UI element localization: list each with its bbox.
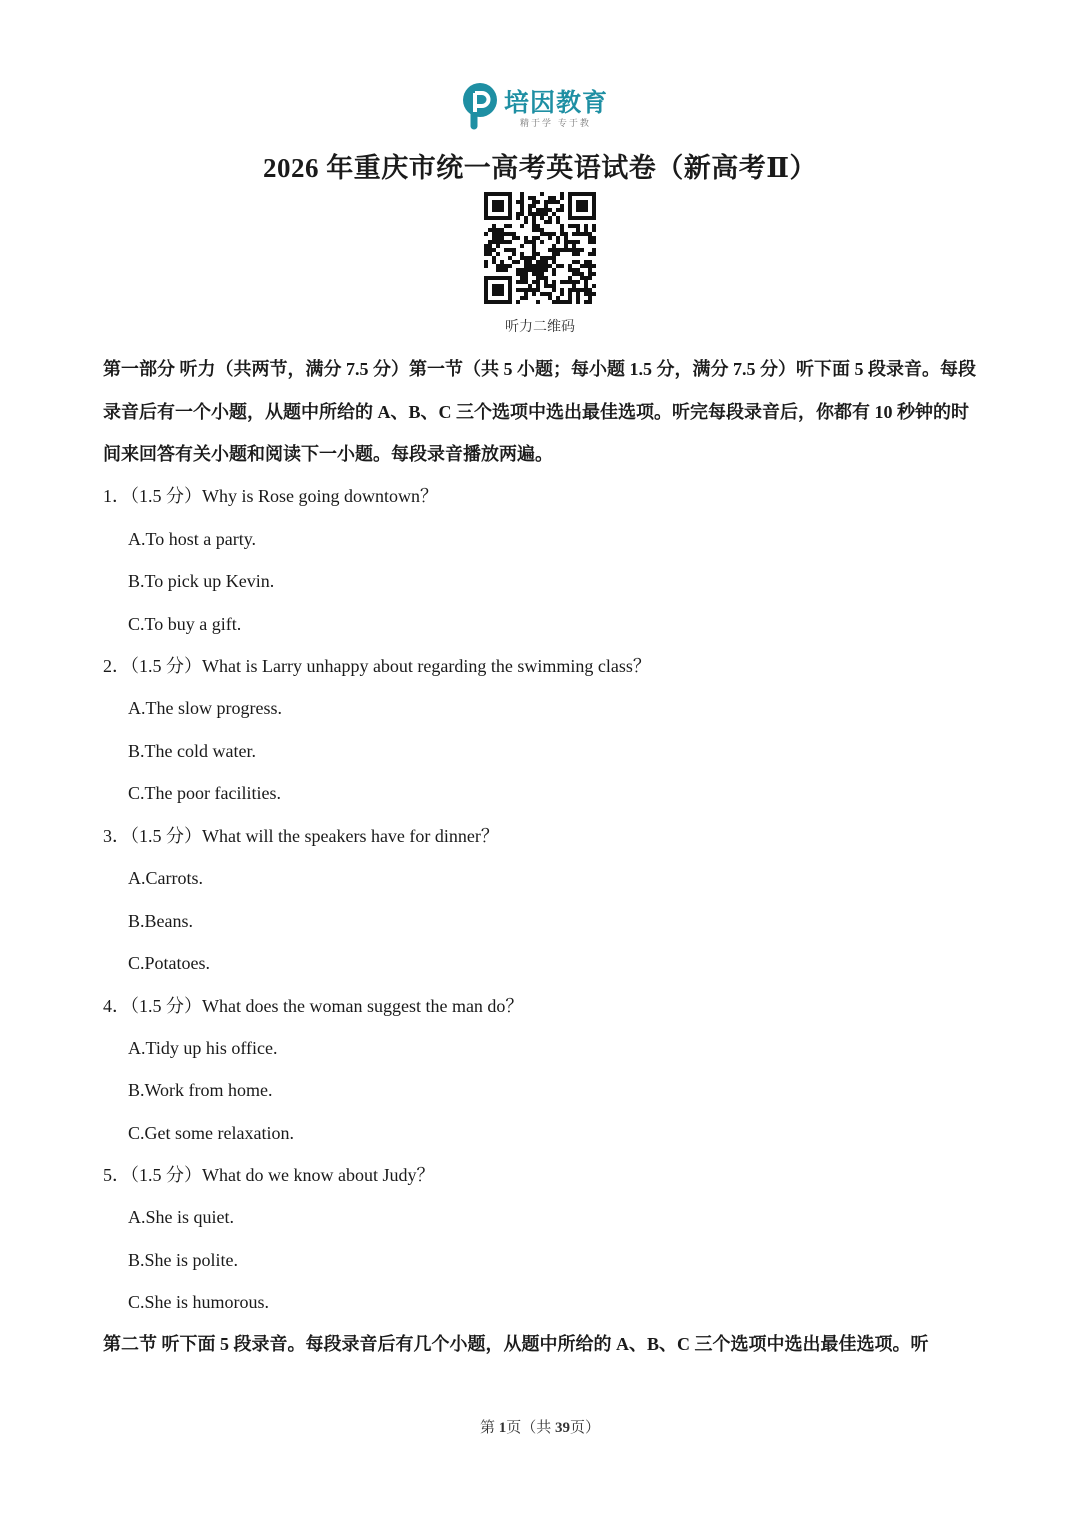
question-1-option-c[interactable]: C.To buy a gift. — [128, 614, 242, 634]
qr-caption: 听力二维码 — [505, 320, 575, 335]
logo-slogan: 精于学 专于教 — [520, 119, 591, 129]
question-3-option-b[interactable]: B.Beans. — [128, 911, 193, 931]
footer-page-number: 1 — [498, 1420, 507, 1436]
logo-p-icon — [462, 82, 498, 130]
qr-code-icon[interactable] — [484, 192, 596, 304]
question-5-option-c[interactable]: C.She is humorous. — [128, 1292, 270, 1312]
question-4-option-c[interactable]: C.Get some relaxation. — [128, 1123, 294, 1143]
question-2-option-a[interactable]: A.The slow progress. — [128, 698, 282, 718]
question-2-option-c[interactable]: C.The poor facilities. — [128, 783, 281, 803]
footer-middle: 页（共 — [506, 1420, 555, 1436]
question-1: 1．（1.5 分）Why is Rose going downtown？ — [103, 486, 438, 506]
brand-logo — [462, 82, 622, 132]
question-3-option-c[interactable]: C.Potatoes. — [128, 953, 211, 973]
section1-instructions: 第一部分 听力（共两节，满分 7.5 分）第一节（共 5 小题；每小题 1.5 分，满分 7.5 分）听下面 5 段录音。每段录音后有一个小题，从题中所给的 A、B、C 三个选项中选出最佳选项。听完每段录音后，你都有 10 秒钟的时间来回答有关小题和阅读下一小题。每段录音播放两遍。 — [103, 359, 976, 464]
question-4-option-b[interactable]: B.Work from home. — [128, 1080, 273, 1100]
question-5: 5．（1.5 分）What do we know about Judy？ — [103, 1165, 435, 1185]
question-2: 2．（1.5 分）What is Larry unhappy about regarding the swimming class？ — [103, 656, 651, 676]
question-2-option-b[interactable]: B.The cold water. — [128, 741, 256, 761]
question-1-option-a[interactable]: A.To host a party. — [128, 529, 257, 549]
question-4-option-a[interactable]: A.Tidy up his office. — [128, 1038, 278, 1058]
footer-total-pages: 39 — [555, 1420, 570, 1436]
exam-title: 2026 年重庆市统一高考英语试卷（新高考Ⅱ） — [262, 153, 817, 183]
footer-prefix: 第 — [479, 1420, 499, 1436]
question-3-option-a[interactable]: A.Carrots. — [128, 868, 203, 888]
logo-name: 培因教育 — [504, 88, 609, 117]
footer-suffix: 页） — [570, 1420, 601, 1436]
page-footer — [0, 1416, 1080, 1437]
question-5-option-a[interactable]: A.She is quiet. — [128, 1207, 234, 1227]
question-3: 3．（1.5 分）What will the speakers have for dinner？ — [103, 826, 499, 846]
question-4: 4．（1.5 分）What does the woman suggest the man do？ — [103, 996, 524, 1016]
question-1-option-b[interactable]: B.To pick up Kevin. — [128, 571, 275, 591]
section2-instructions: 第二节 听下面 5 段录音。每段录音后有几个小题，从题中所给的 A、B、C 三个选项中选出最佳选项。听 — [103, 1334, 929, 1354]
question-5-option-b[interactable]: B.She is polite. — [128, 1250, 239, 1270]
